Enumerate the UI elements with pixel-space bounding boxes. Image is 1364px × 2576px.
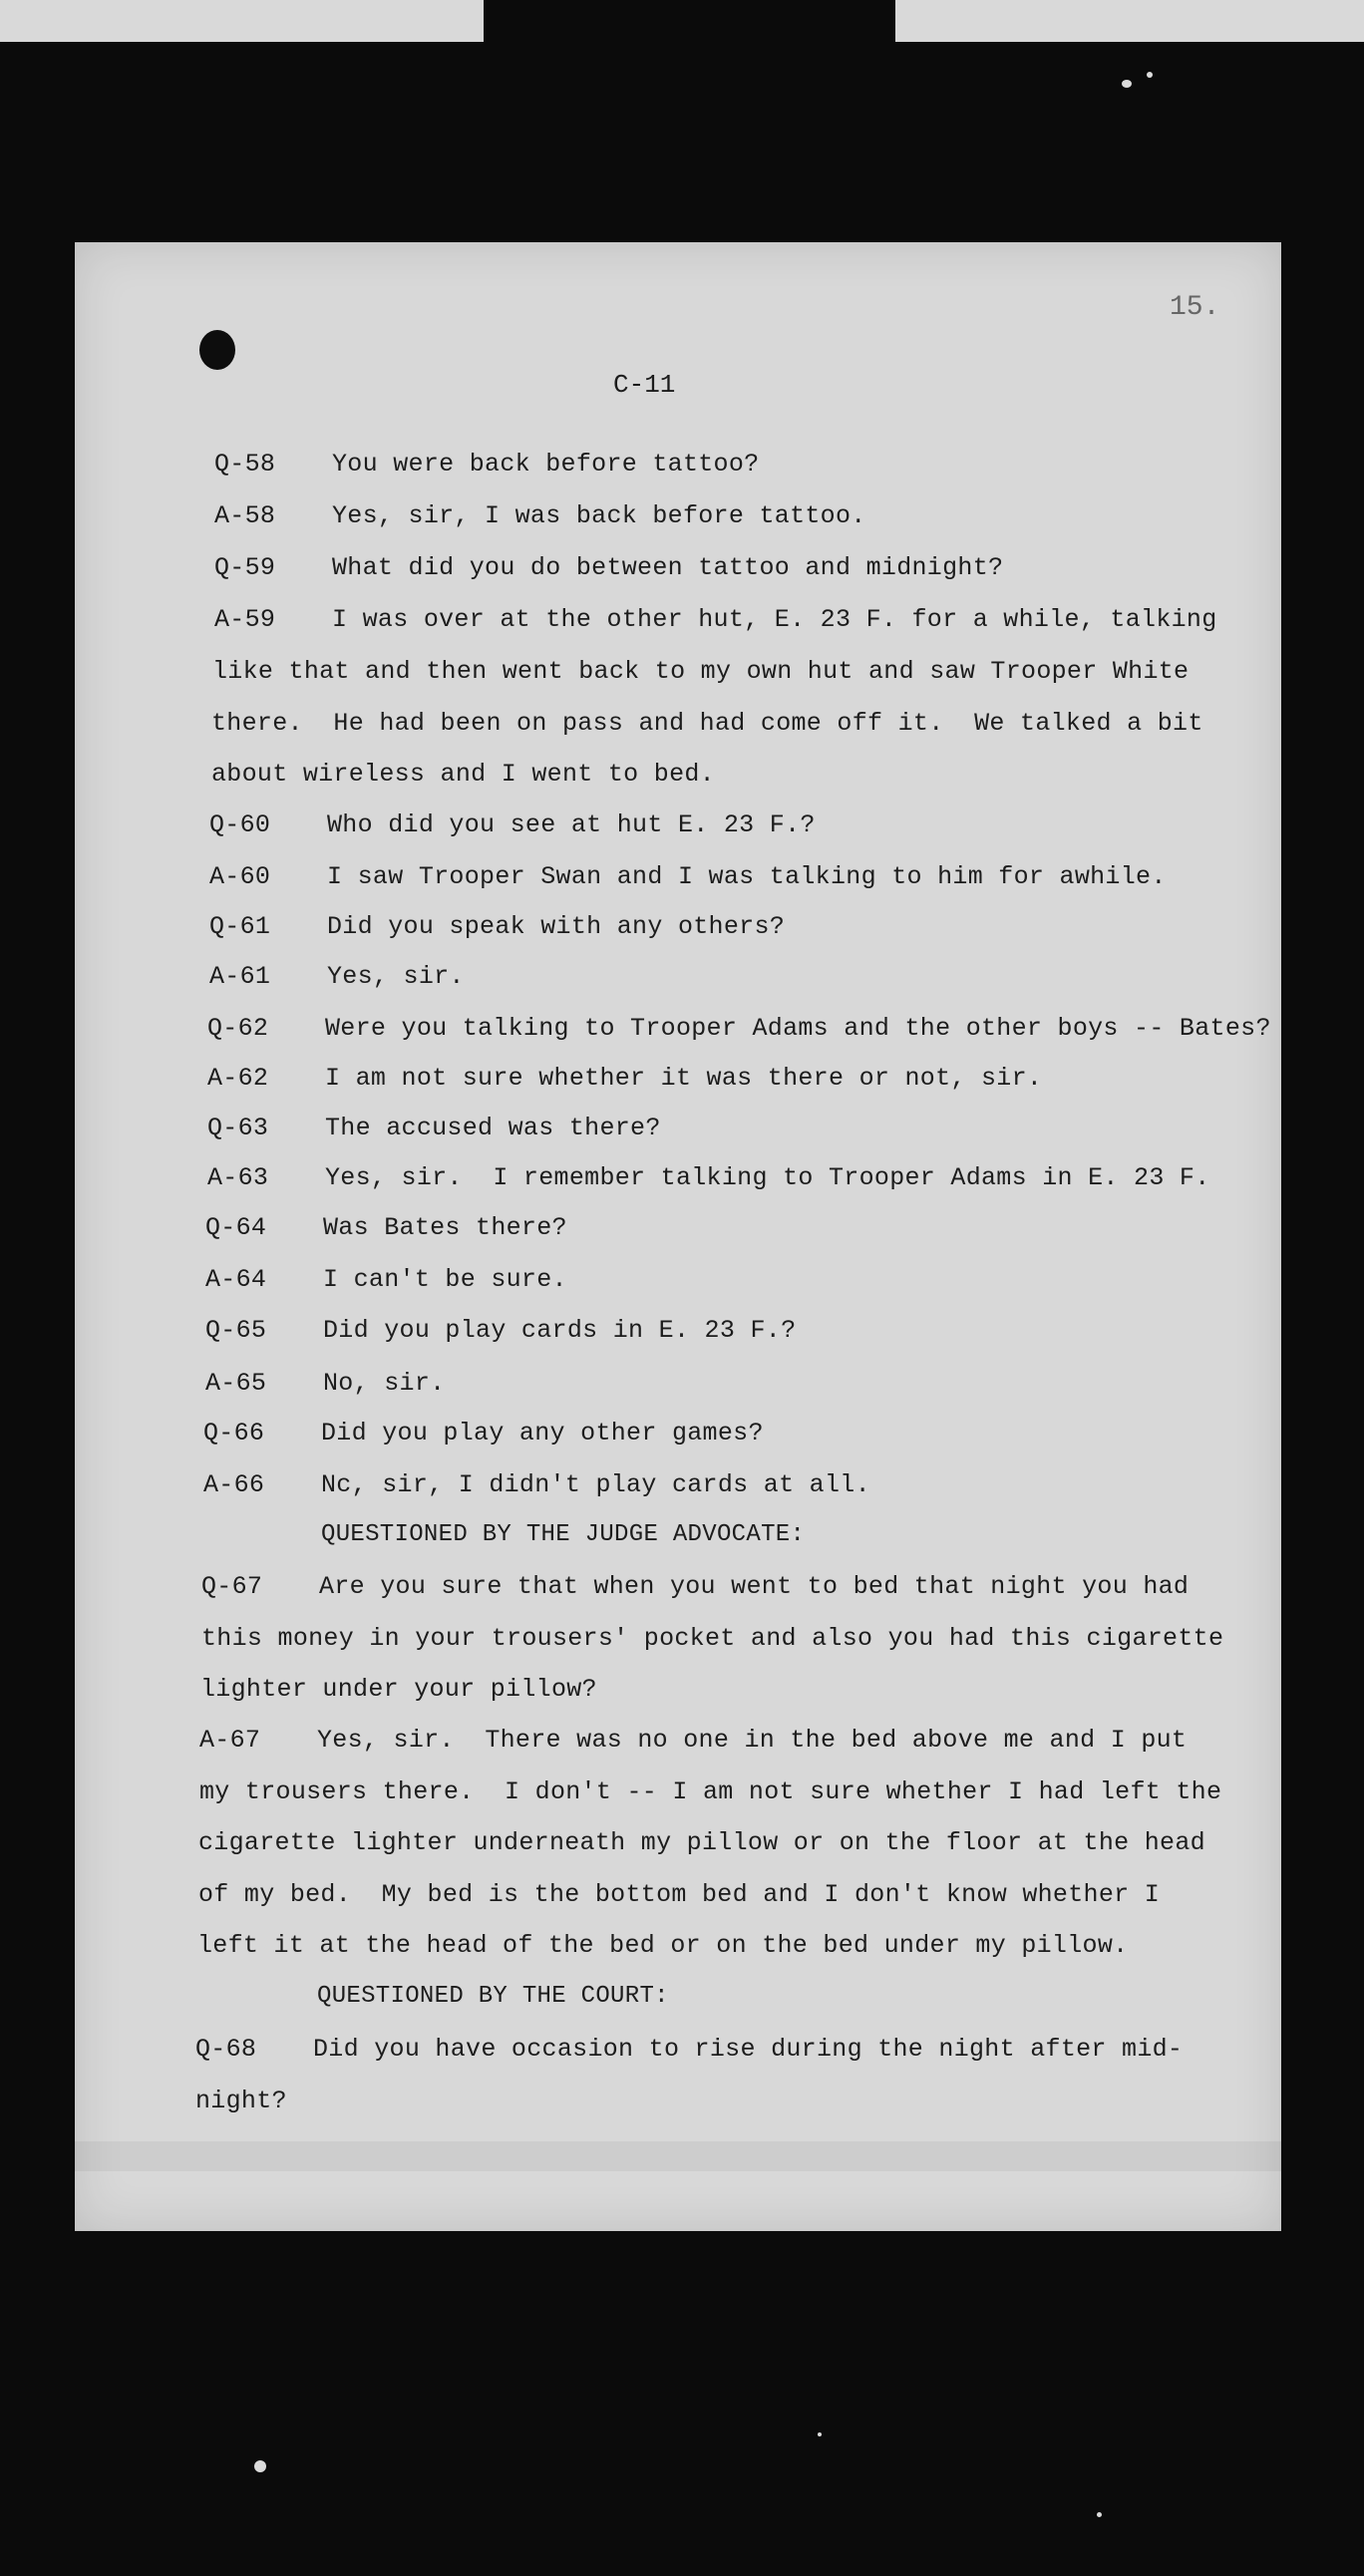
adjacent-page-scrap-right bbox=[895, 0, 1364, 42]
question-63 bbox=[207, 1114, 661, 1142]
answer-60 bbox=[209, 862, 1167, 891]
answer-text: Yes, sir. bbox=[327, 962, 465, 991]
answer-59-continuation: there. He had been on pass and had come off it. We talked a bit bbox=[211, 709, 1203, 738]
adjacent-page-scrap-left bbox=[0, 0, 484, 42]
question-label: Q-60 bbox=[209, 810, 271, 839]
section-id: C-11 bbox=[613, 370, 676, 400]
question-67-continuation: lighter under your pillow? bbox=[200, 1675, 597, 1704]
question-66 bbox=[203, 1419, 764, 1448]
document-sheet bbox=[75, 242, 1281, 2231]
question-text: Are you sure that when you went to bed that night you had bbox=[319, 1572, 1190, 1601]
answer-67-continuation: of my bed. My bed is the bottom bed and I don't know whether I bbox=[198, 1880, 1161, 1909]
answer-label: A-59 bbox=[214, 605, 276, 634]
answer-67-continuation: left it at the head of the bed or on the bed under my pillow. bbox=[197, 1931, 1129, 1960]
question-label: Q-61 bbox=[209, 912, 271, 941]
question-text: You were back before tattoo? bbox=[332, 450, 760, 479]
answer-66 bbox=[203, 1470, 870, 1499]
question-65 bbox=[205, 1316, 796, 1345]
question-68-continuation: night? bbox=[195, 2087, 287, 2115]
punch-hole bbox=[199, 330, 235, 370]
question-62 bbox=[207, 1014, 1271, 1043]
answer-59-continuation: about wireless and I went to bed. bbox=[211, 760, 715, 789]
page-number: 15. bbox=[1170, 292, 1220, 323]
answer-67-continuation: cigarette lighter underneath my pillow or on the floor at the head bbox=[198, 1828, 1205, 1857]
answer-62 bbox=[207, 1064, 1042, 1093]
answer-65 bbox=[205, 1369, 445, 1398]
question-label: Q-67 bbox=[201, 1572, 263, 1601]
answer-64 bbox=[205, 1265, 567, 1294]
answer-label: A-58 bbox=[214, 501, 276, 530]
question-label: Q-65 bbox=[205, 1316, 267, 1345]
question-text: The accused was there? bbox=[325, 1114, 661, 1142]
answer-label: A-65 bbox=[205, 1369, 267, 1398]
answer-67-continuation: my trousers there. I don't -- I am not sure whether I had left the bbox=[199, 1777, 1222, 1806]
dust-speck bbox=[1097, 2512, 1102, 2517]
question-text: Did you play cards in E. 23 F.? bbox=[323, 1316, 797, 1345]
answer-label: A-66 bbox=[203, 1470, 265, 1499]
answer-59 bbox=[214, 605, 1217, 634]
answer-text: No, sir. bbox=[323, 1369, 446, 1398]
answer-text: I was over at the other hut, E. 23 F. for a while, talking bbox=[332, 605, 1217, 634]
section-heading-court: QUESTIONED BY THE COURT: bbox=[317, 1983, 669, 2010]
question-label: Q-64 bbox=[205, 1213, 267, 1242]
answer-label: A-63 bbox=[207, 1163, 269, 1192]
question-text: Was Bates there? bbox=[323, 1213, 567, 1242]
question-text: Who did you see at hut E. 23 F.? bbox=[327, 810, 816, 839]
answer-text: Nc, sir, I didn't play cards at all. bbox=[321, 1470, 870, 1499]
question-68 bbox=[195, 2035, 1183, 2064]
question-60 bbox=[209, 810, 816, 839]
question-text: What did you do between tattoo and midnight? bbox=[332, 553, 1004, 582]
question-label: Q-58 bbox=[214, 450, 276, 479]
question-67 bbox=[201, 1572, 1189, 1601]
question-text: Did you have occasion to rise during the night after mid- bbox=[313, 2035, 1184, 2064]
answer-61 bbox=[209, 962, 465, 991]
answer-text: I saw Trooper Swan and I was talking to him for awhile. bbox=[327, 862, 1167, 891]
answer-label: A-62 bbox=[207, 1064, 269, 1093]
question-label: Q-59 bbox=[214, 553, 276, 582]
question-label: Q-63 bbox=[207, 1114, 269, 1142]
question-text: Did you play any other games? bbox=[321, 1419, 764, 1448]
answer-label: A-60 bbox=[209, 862, 271, 891]
answer-67 bbox=[199, 1726, 1187, 1755]
answer-63 bbox=[207, 1163, 1210, 1192]
answer-text: Yes, sir, I was back before tattoo. bbox=[332, 501, 866, 530]
answer-label: A-61 bbox=[209, 962, 271, 991]
dust-speck bbox=[1122, 80, 1132, 88]
answer-text: I can't be sure. bbox=[323, 1265, 567, 1294]
question-label: Q-68 bbox=[195, 2035, 257, 2064]
answer-text: Yes, sir. I remember talking to Trooper Adams in E. 23 F. bbox=[325, 1163, 1210, 1192]
question-58 bbox=[214, 450, 759, 479]
question-text: Did you speak with any others? bbox=[327, 912, 786, 941]
dust-speck bbox=[1147, 72, 1153, 78]
answer-text: I am not sure whether it was there or not, sir. bbox=[325, 1064, 1043, 1093]
question-label: Q-62 bbox=[207, 1014, 269, 1043]
dust-speck bbox=[254, 2460, 266, 2472]
question-label: Q-66 bbox=[203, 1419, 265, 1448]
question-61 bbox=[209, 912, 785, 941]
section-heading-judge-advocate: QUESTIONED BY THE JUDGE ADVOCATE: bbox=[321, 1521, 806, 1548]
answer-label: A-64 bbox=[205, 1265, 267, 1294]
question-text: Were you talking to Trooper Adams and the other boys -- Bates? bbox=[325, 1014, 1271, 1043]
answer-59-continuation: like that and then went back to my own hut and saw Trooper White bbox=[212, 657, 1190, 686]
question-59 bbox=[214, 553, 1003, 582]
question-64 bbox=[205, 1213, 567, 1242]
question-67-continuation: this money in your trousers' pocket and also you had this cigarette bbox=[201, 1624, 1224, 1653]
answer-text: Yes, sir. There was no one in the bed above me and I put bbox=[317, 1726, 1188, 1755]
dust-speck bbox=[818, 2432, 822, 2436]
answer-58 bbox=[214, 501, 866, 530]
answer-label: A-67 bbox=[199, 1726, 261, 1755]
